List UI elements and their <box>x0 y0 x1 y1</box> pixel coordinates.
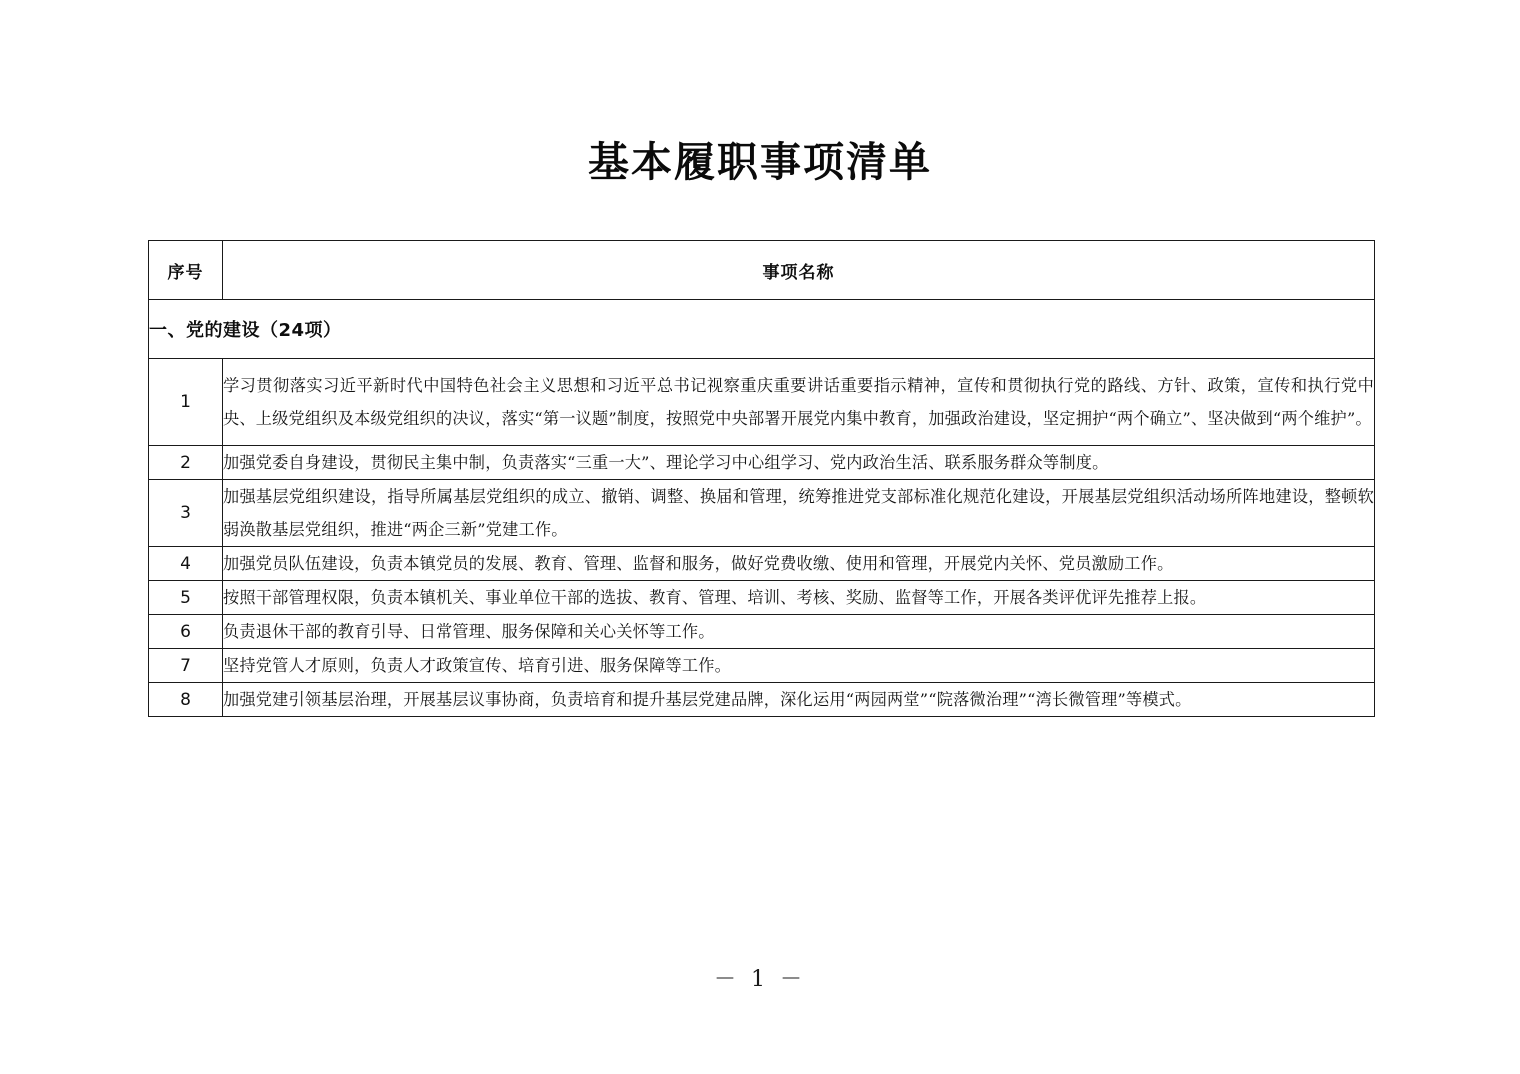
table-row <box>149 359 1375 446</box>
row-item-text: 加强党委自身建设，贯彻民主集中制，负责落实“三重一大”、理论学习中心组学习、党内政治生活、联系服务群众等制度。 <box>223 446 1375 480</box>
row-number: 7 <box>149 649 223 683</box>
table-row <box>149 581 1375 615</box>
section-header-row <box>149 300 1375 359</box>
duty-list-table-container <box>148 240 1374 717</box>
page-title: 基本履职事项清单 <box>588 138 932 186</box>
column-header-number: 序号 <box>149 241 223 300</box>
table-row <box>149 649 1375 683</box>
table-row <box>149 683 1375 717</box>
table-row <box>149 480 1375 547</box>
row-item-text: 按照干部管理权限，负责本镇机关、事业单位干部的选拔、教育、管理、培训、考核、奖励、监督等工作，开展各类评优评先推荐上报。 <box>223 581 1375 615</box>
row-number: 8 <box>149 683 223 717</box>
row-item-text: 加强党员队伍建设，负责本镇党员的发展、教育、管理、监督和服务，做好党费收缴、使用和管理，开展党内关怀、党员激励工作。 <box>223 547 1375 581</box>
row-number: 3 <box>149 480 223 547</box>
row-number: 2 <box>149 446 223 480</box>
row-item-text: 负责退休干部的教育引导、日常管理、服务保障和关心关怀等工作。 <box>223 615 1375 649</box>
row-item-text: 加强党建引领基层治理，开展基层议事协商，负责培育和提升基层党建品牌，深化运用“两园两堂”“院落微治理”“湾长微管理”等模式。 <box>223 683 1375 717</box>
table-row <box>149 615 1375 649</box>
page-number-footer: － 1 － <box>714 967 806 992</box>
duty-list-table <box>148 240 1375 717</box>
section-title-party-building: 一、党的建设（24项） <box>149 300 1375 359</box>
table-row <box>149 547 1375 581</box>
row-item-text: 加强基层党组织建设，指导所属基层党组织的成立、撤销、调整、换届和管理，统筹推进党支部标准化规范化建设，开展基层党组织活动场所阵地建设，整顿软弱涣散基层党组织，推进“两企三新”党建工作。 <box>223 480 1375 547</box>
row-item-text: 坚持党管人才原则，负责人才政策宣传、培育引进、服务保障等工作。 <box>223 649 1375 683</box>
row-item-text: 学习贯彻落实习近平新时代中国特色社会主义思想和习近平总书记视察重庆重要讲话重要指示精神，宣传和贯彻执行党的路线、方针、政策，宣传和执行党中央、上级党组织及本级党组织的决议，落实“第一议题”制度，按照党中央部署开展党内集中教育，加强政治建设，坚定拥护“两个确立”、坚决做到“两个维护”。 <box>223 359 1375 446</box>
row-number: 1 <box>149 359 223 446</box>
row-number: 6 <box>149 615 223 649</box>
table-header-row <box>149 241 1375 300</box>
table-row <box>149 446 1375 480</box>
column-header-name: 事项名称 <box>223 241 1375 300</box>
row-number: 5 <box>149 581 223 615</box>
row-number: 4 <box>149 547 223 581</box>
